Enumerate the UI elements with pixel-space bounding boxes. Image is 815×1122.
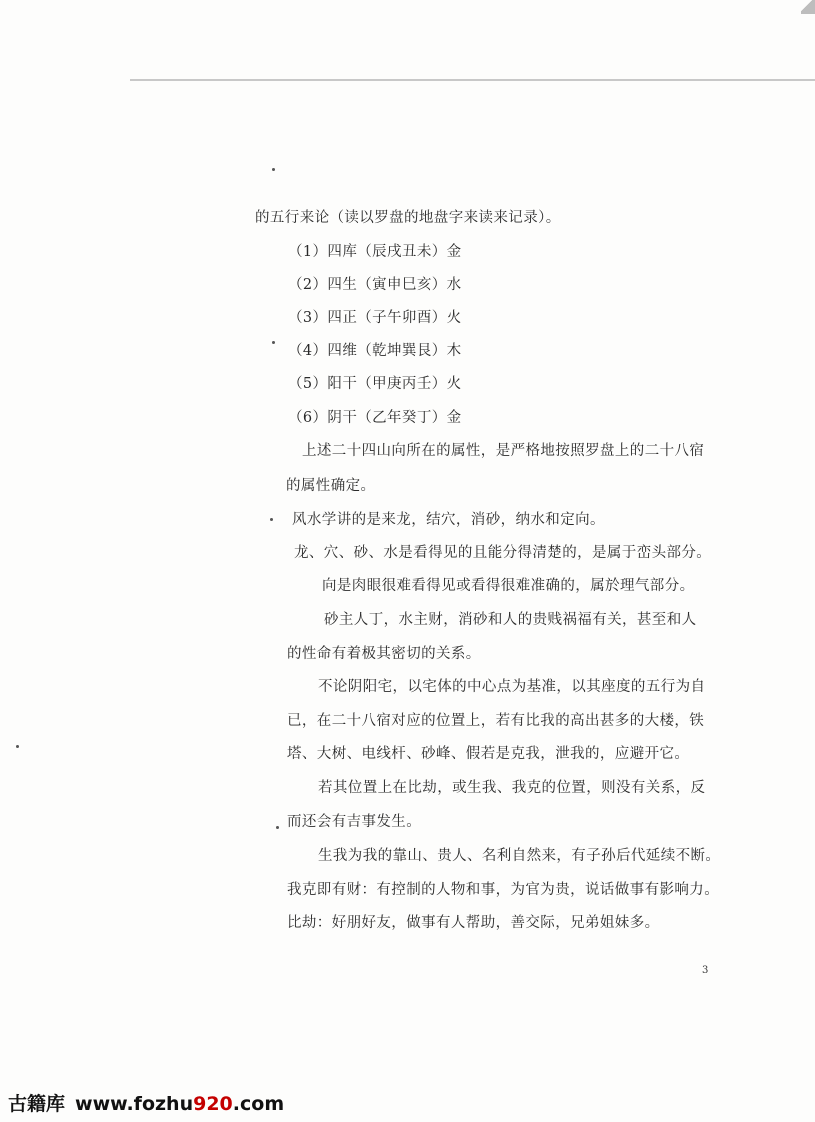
text-line: 上述二十四山向所在的属性，是严格地按照罗盘上的二十八宿 [302,443,705,459]
text-line: 不论阴阳宅，以宅体的中心点为基准，以其座度的五行为自 [318,679,706,695]
text-line: 生我为我的靠山、贵人、名利自然来，有子孙后代延续不断。 [318,848,721,864]
text-line: 风水学讲的是来龙，结穴，消砂，纳水和定向。 [292,512,605,528]
scan-speck [272,168,275,171]
text-line: 龙、穴、砂、水是看得见的且能分得清楚的，是属于峦头部分。 [294,545,712,561]
corner-mark [801,0,815,14]
text-line: 比劫：好朋好友，做事有人帮助，善交际，兄弟姐妹多。 [287,915,660,931]
watermark-url-suffix: .com [232,1093,285,1115]
list-item-6: （6）阴干（乙年癸丁）金 [288,410,462,426]
list-item-2: （2）四生（寅申巳亥）水 [288,277,462,293]
scan-speck [276,826,279,829]
watermark-url-prefix: www.fozhu [75,1093,194,1115]
scan-speck [16,745,19,748]
scan-speck [272,341,275,344]
list-item-4: （4）四维（乾坤巽艮）木 [288,343,462,359]
text-line: 向是肉眼很难看得见或看得很难准确的，属於理气部分。 [322,578,695,594]
text-line: 的性命有着极其密切的关系。 [287,646,481,662]
list-item-3: （3）四正（子午卯酉）火 [288,310,462,326]
text-line: 已，在二十八宿对应的位置上，若有比我的高出甚多的大楼，铁 [287,713,705,729]
watermark-name: 古籍库 [8,1093,66,1115]
page-number: 3 [702,965,709,976]
list-item-5: （5）阳干（甲庚丙壬）火 [288,376,462,392]
top-rule [130,79,815,81]
list-item-1: （1）四库（辰戌丑未）金 [288,244,462,260]
watermark [8,1089,284,1116]
text-line: 塔、大树、电线杆、砂峰、假若是克我，泄我的，应避开它。 [287,746,690,762]
text-line: 若其位置上在比劫，或生我、我克的位置，则没有关系，反 [318,780,706,796]
text-line: 而还会有吉事发生。 [287,814,422,830]
scan-speck [270,518,273,521]
text-line: 我克即有财：有控制的人物和事，为官为贵，说话做事有影响力。 [287,882,720,898]
watermark-url-accent: 920 [193,1093,233,1115]
text-line: 砂主人丁，水主财，消砂和人的贵贱祸福有关，甚至和人 [324,612,697,628]
text-line: 的属性确定。 [286,478,376,494]
text-line: 的五行来论（读以罗盘的地盘字来读来记录）。 [255,210,561,226]
